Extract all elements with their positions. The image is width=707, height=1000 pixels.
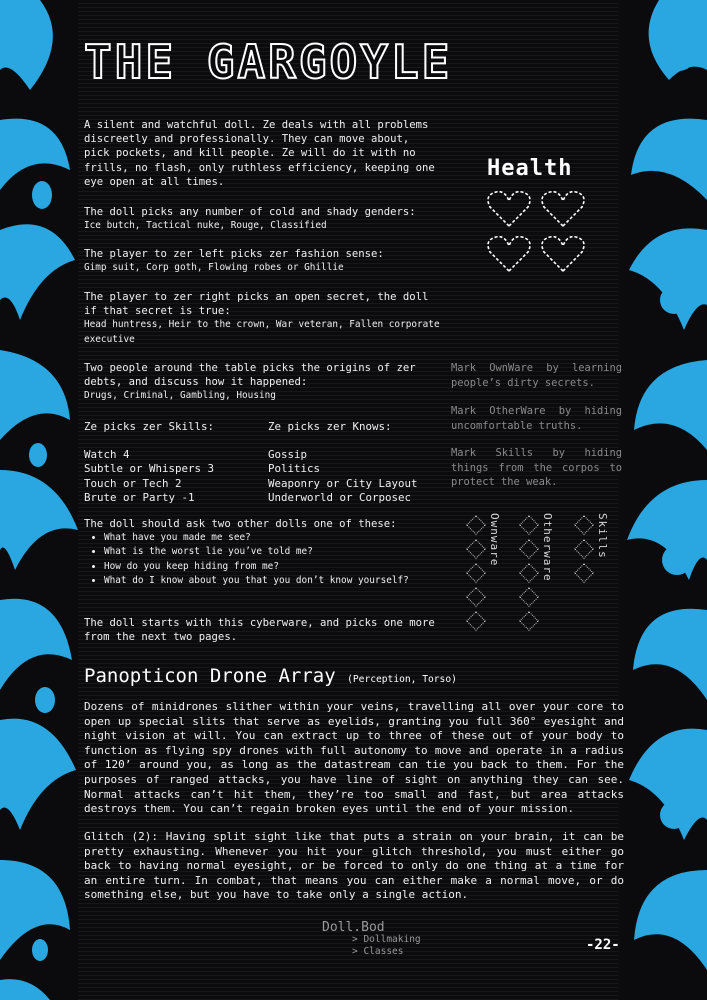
skills-heading: Ze picks zer Skills: (84, 420, 215, 433)
intro-paragraph (84, 118, 440, 189)
otherware-label: Otherware (541, 513, 554, 582)
health-title: Health (487, 156, 573, 181)
skills-column (84, 420, 264, 505)
footer-logo-text: Doll.Bod (322, 920, 385, 935)
fashion-block (84, 247, 440, 275)
footer-line-1: > Dollmaking (352, 934, 421, 945)
secret-prompt: The player to zer right picks an open secret, the doll if that secret is true: (84, 291, 429, 318)
knows-column (268, 420, 448, 505)
footer-line-2: > Classes (352, 946, 404, 957)
know-item: Politics (268, 462, 321, 476)
page-title: THE GARGOYLE (84, 35, 453, 89)
know-item: Underworld or Corposec (268, 490, 412, 504)
track-box[interactable] (519, 515, 539, 535)
otherware-track (519, 512, 537, 638)
heart-icon[interactable] (540, 234, 586, 274)
cyberware-tags: (Perception, Torso) (347, 674, 457, 685)
know-item: Weaponry or City Layout (268, 476, 418, 490)
cyberware-name: Panopticon Drone Array (84, 665, 336, 687)
track-box[interactable] (574, 515, 594, 535)
cyberware-description: Dozens of minidrones slither within your veins, travelling all over your core to open up special slits that serve as eyelids, granting you full 360° eyesight and night vision at will. You can extract up to three of these out of your body to function as flying spy drones with full autonomy to move and operate in a radius of 120’ around you, as long as the datastream can tie you back to them. For the purposes of ranged attacks, you have line of sight on anything they can see. Normal attacks can’t hit them, they’re too small and fast, but area attacks destroys them. You can’t regain broken eyes until the end of your mission. (84, 700, 624, 816)
secret-options: Head huntress, Heir to the crown, War veteran, Fallen corporate executive (84, 319, 440, 345)
track-box[interactable] (519, 611, 539, 631)
mark-ownware-text: Mark OwnWare by learning people’s dirty secrets. (451, 362, 622, 389)
track-box[interactable] (466, 539, 486, 559)
track-box[interactable] (466, 611, 486, 631)
ownware-track (466, 512, 484, 638)
mark-otherware-text: Mark OtherWare by hiding uncomfortable truths. (451, 405, 622, 432)
track-box[interactable] (574, 539, 594, 559)
intro-text: A silent and watchful doll. Ze deals with all problems discreetly and professionally. They can move about, pick pockets, and kill people. Ze will do it with no frills, no flash, only ruthless efficiency, keeping one eye open at all times. (84, 119, 435, 188)
questions-prompt: The doll should ask two other dolls one of these: (84, 518, 397, 530)
questions-block (84, 517, 446, 588)
cyberware-glitch: Glitch (2): Having split sight like that puts a strain on your brain, it can be pretty exhausting. Whenever you hit your glitch threshold, you must either go back to having normal eyesight, or be forced to only do one thing at a time for an entire turn. In combat, that means you can either make a normal move, or do something else, but you have to take only a single action. (84, 830, 624, 902)
ownware-label: Ownware (488, 513, 501, 567)
mark-skills-text: Mark Skills by hiding things from the corpos to protect the weak. (451, 447, 622, 489)
question-item: • What is the worst lie you’ve told me? (104, 545, 446, 559)
fashion-prompt: The player to zer left picks zer fashion sense: (84, 248, 384, 260)
skill-item: Touch or Tech 2 (84, 476, 182, 490)
knows-heading: Ze picks zer Knows: (268, 420, 392, 433)
track-box[interactable] (466, 563, 486, 583)
skill-item: Watch 4 (84, 448, 130, 462)
skill-item: Subtle or Whispers 3 (84, 462, 215, 476)
track-box[interactable] (574, 563, 594, 583)
secret-block (84, 290, 440, 347)
track-box[interactable] (519, 563, 539, 583)
question-item: • What do I know about you that you don’t know yourself? (104, 574, 446, 588)
track-box[interactable] (466, 587, 486, 607)
debts-prompt: Two people around the table picks the origins of zer debts, and discuss how it happened: (84, 362, 416, 389)
debts-options: Drugs, Criminal, Gambling, Housing (84, 390, 276, 402)
left-decorative-border (0, 0, 78, 1000)
cyberware-heading (84, 665, 457, 687)
track-box[interactable] (519, 539, 539, 559)
question-item: • How do you keep hiding from me? (104, 560, 446, 574)
skills-track (574, 512, 592, 590)
cyberware-intro: The doll starts with this cyberware, and picks one more from the next two pages. (84, 617, 435, 644)
questions-list (84, 531, 446, 588)
skill-item: Brute or Party -1 (84, 490, 195, 504)
debts-block (84, 361, 440, 404)
genders-options: Ice butch, Tactical nuke, Rouge, Classified (84, 220, 327, 232)
track-box[interactable] (519, 587, 539, 607)
heart-icon[interactable] (486, 189, 532, 229)
genders-block (84, 205, 440, 233)
skills-label: Skills (596, 513, 609, 559)
genders-prompt: The doll picks any number of cold and shady genders: (84, 206, 416, 218)
heart-icon[interactable] (540, 189, 586, 229)
page-number: -22- (586, 937, 620, 953)
question-item: • What have you made me see? (104, 531, 446, 545)
know-item: Gossip (268, 448, 308, 462)
footer-logo (322, 922, 421, 958)
fashion-options: Gimp suit, Corp goth, Flowing robes or Ghillie (84, 262, 344, 274)
track-box[interactable] (466, 515, 486, 535)
right-decorative-border (619, 0, 707, 1000)
heart-icon[interactable] (486, 234, 532, 274)
